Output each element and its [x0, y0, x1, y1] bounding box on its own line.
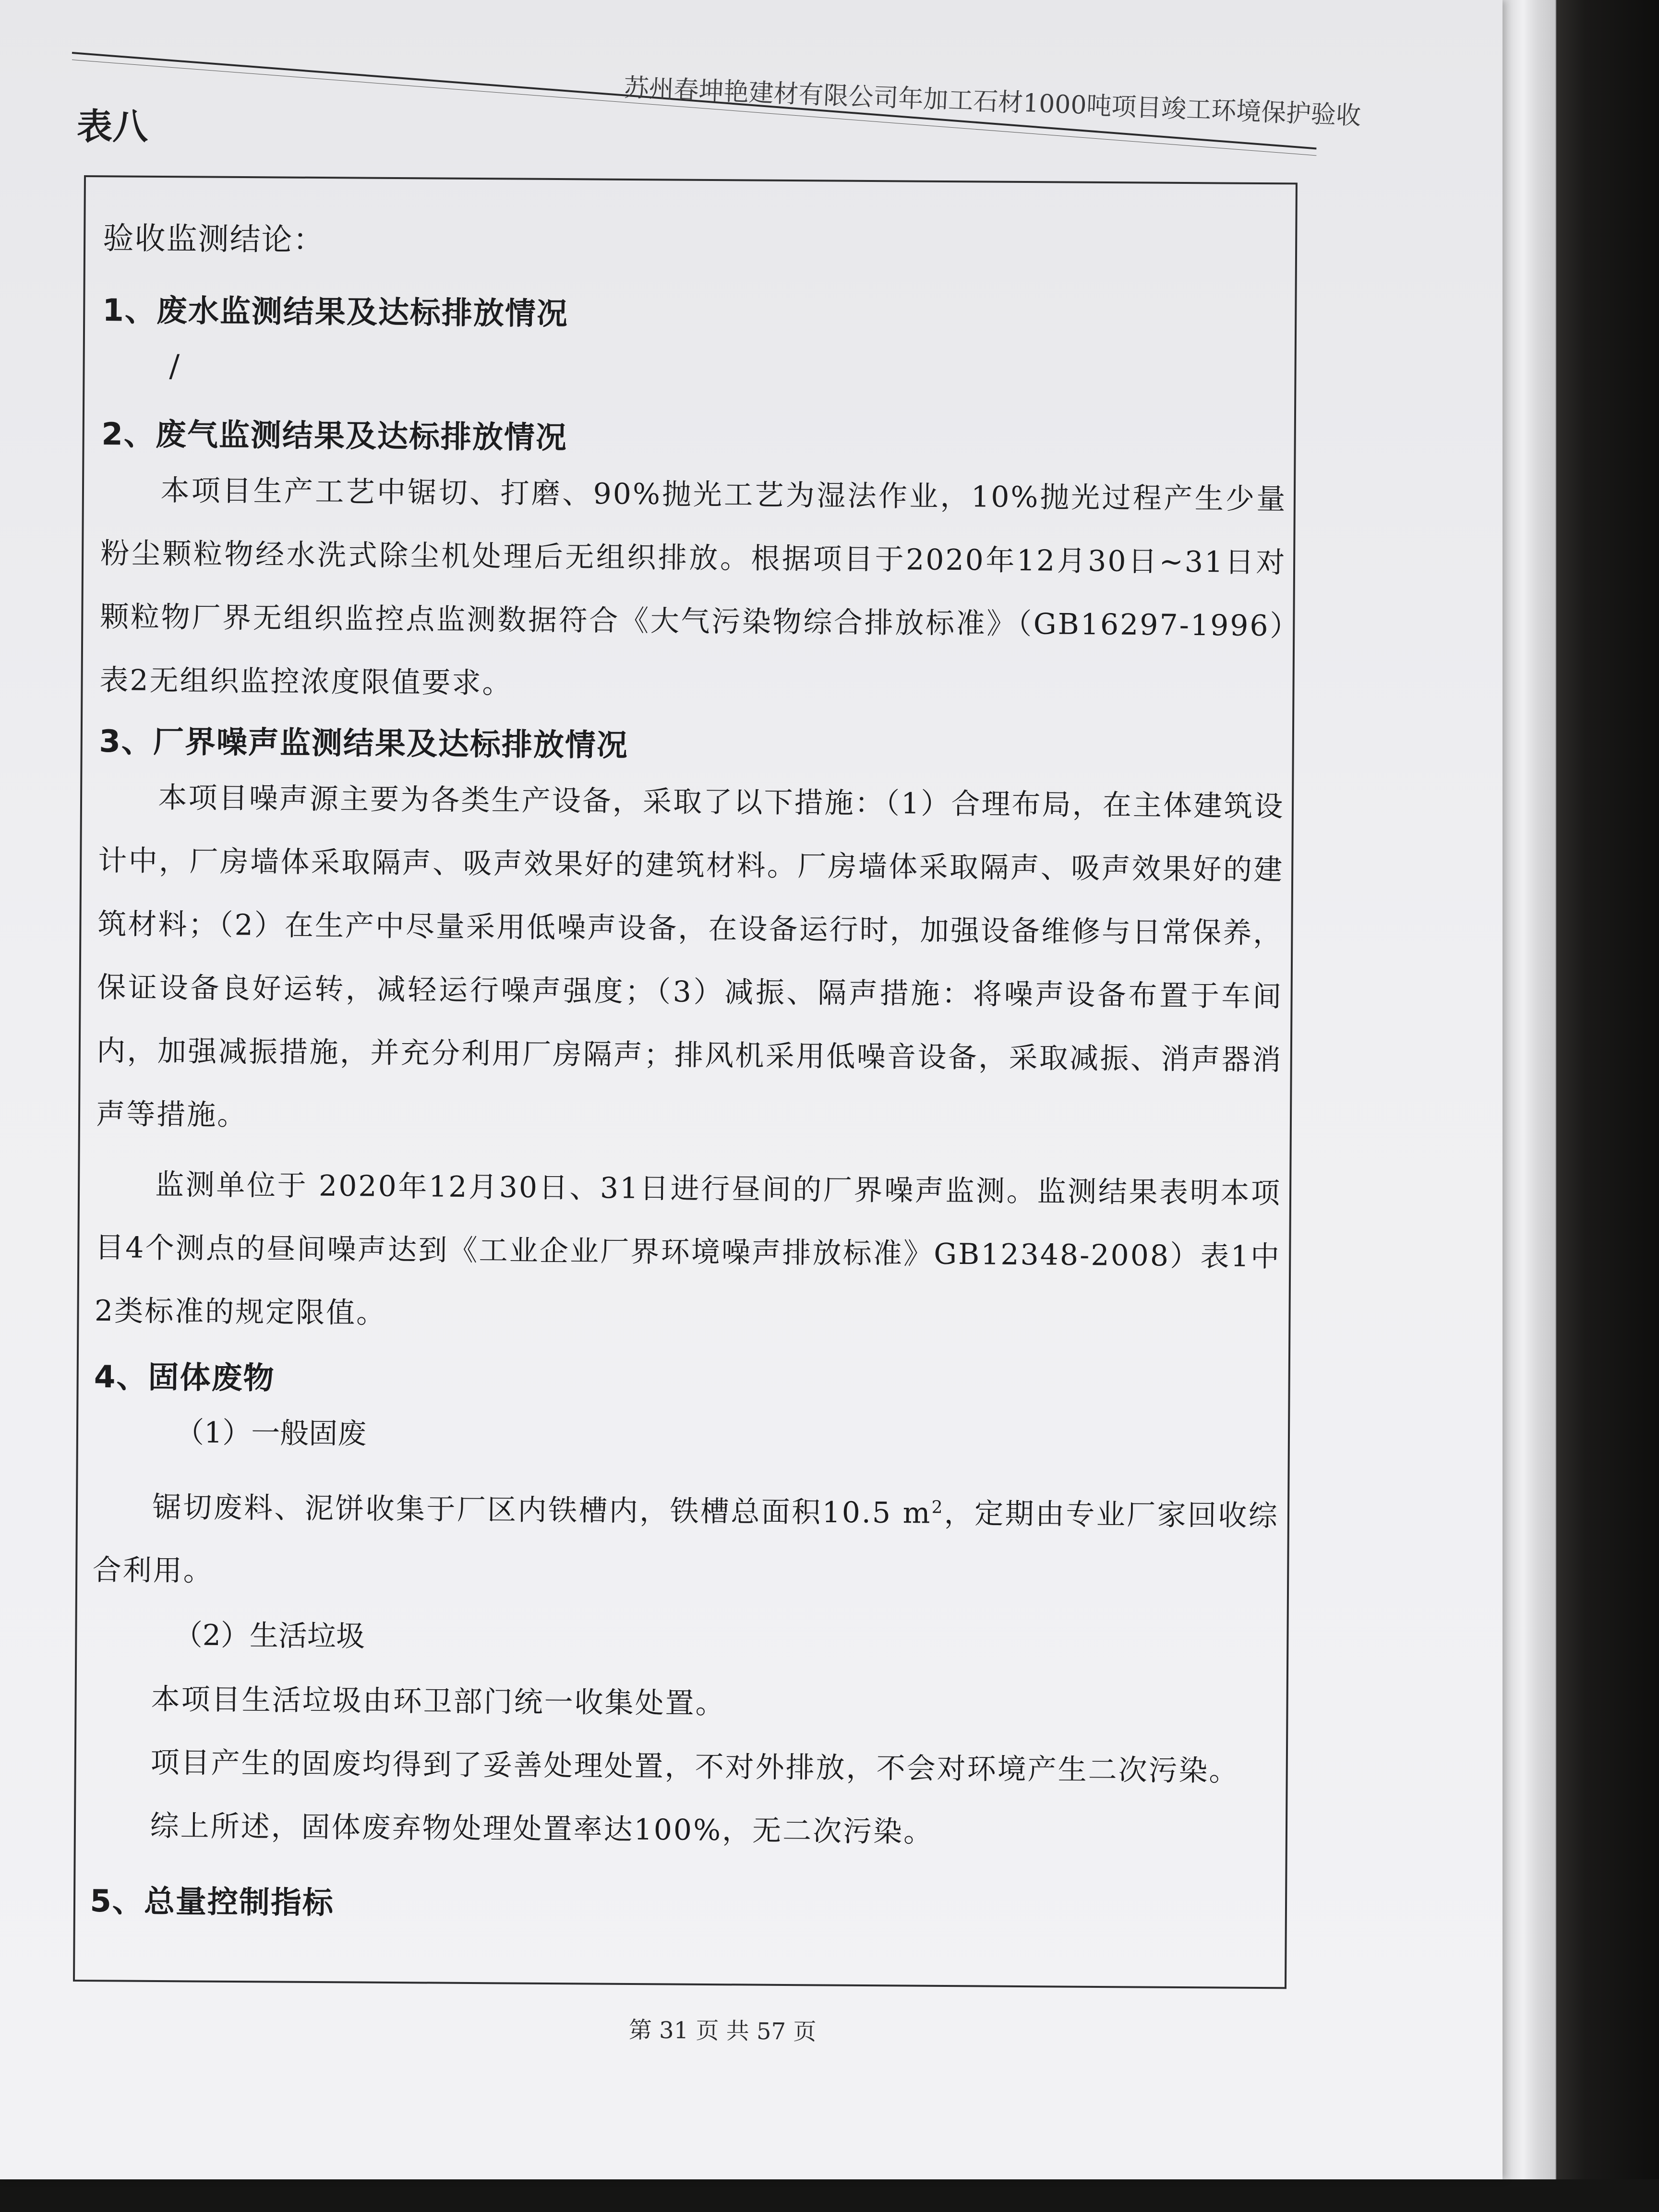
section-2-heading: 2、废气监测结果及达标排放情况	[101, 416, 568, 456]
dark-background-bottom	[0, 2179, 1659, 2212]
section-1-heading: 1、废水监测结果及达标排放情况	[102, 292, 569, 332]
solid-waste-summary-1: 项目产生的固废均得到了妥善处理处置，不对外排放，不会对环境产生二次污染。	[150, 1745, 1239, 1788]
header-title: 苏州春坤艳建材有限公司年加工石材1000吨项目竣工环境保护验收	[623, 73, 1362, 131]
section-1-slash: /	[169, 349, 180, 385]
section-5-heading: 5、总量控制指标	[90, 1883, 335, 1921]
general-waste-text	[92, 1469, 1279, 1611]
section-2-paragraph: 本项目生产工艺中锯切、打磨、90%抛光工艺为湿法作业，10%抛光过程产生少量粉尘颗粒物经水洗式除尘机处理后无组织排放。根据项目于2020年12月30日~31日对颗粒物厂界无组织监控点监测数据符合《大气污染物综合排放标准》（GB16297-1996）表2无组织监控浓度限值要求。	[99, 473, 1287, 700]
conclusion-content	[90, 214, 1289, 1930]
domestic-waste-label: （2）生活垃圾	[173, 1618, 365, 1654]
page-number: 第 31 页 共 57 页	[628, 2016, 817, 2046]
general-waste-text-after: ，定期由专业厂家回收综合利用。	[92, 1496, 1279, 1588]
section-3-paragraph-2: 监测单位于 2020年12月30日、31日进行昼间的厂界噪声监测。监测结果表明本项目4个测点的昼间噪声达到《工业企业厂界环境噪声排放标准》GB12348-2008）表1中2类标准的规定限值。	[94, 1167, 1282, 1330]
solid-waste-summary-2: 综上所述，固体废弃物处理处置率达100%，无二次污染。	[150, 1809, 934, 1849]
general-waste-text-sup: 2	[931, 1497, 944, 1517]
section-3-heading: 3、厂界噪声监测结果及达标排放情况	[99, 723, 629, 764]
section-3-paragraph-1: 本项目噪声源主要为各类生产设备，采取了以下措施：（1）合理布局，在主体建筑设计中，厂房墙体采取隔声、吸声效果好的建筑材料。厂房墙体采取隔声、吸声效果好的建筑材料；（2）在生产中尽量采用低噪声设备，在设备运行时，加强设备维修与日常保养，保证设备良好运转，减轻运行噪声强度；（3）减振、隔声措施：将噪声设备布置于车间内，加强减振措施，并充分利用厂房隔声；排风机采用低噪音设备，采取减振、消声器消声等措施。	[96, 781, 1285, 1132]
conclusion-title: 验收监测结论：	[103, 220, 325, 258]
general-waste-label: （1）一般固废	[175, 1416, 367, 1451]
section-4-heading: 4、固体废物	[94, 1359, 275, 1396]
table-label: 表八	[77, 106, 148, 147]
general-waste-text-before: 锯切废料、泥饼收集于厂区内铁槽内，铁槽总面积10.5 m	[152, 1490, 932, 1530]
domestic-waste-text: 本项目生活垃圾由环卫部门统一收集处置。	[151, 1682, 726, 1721]
